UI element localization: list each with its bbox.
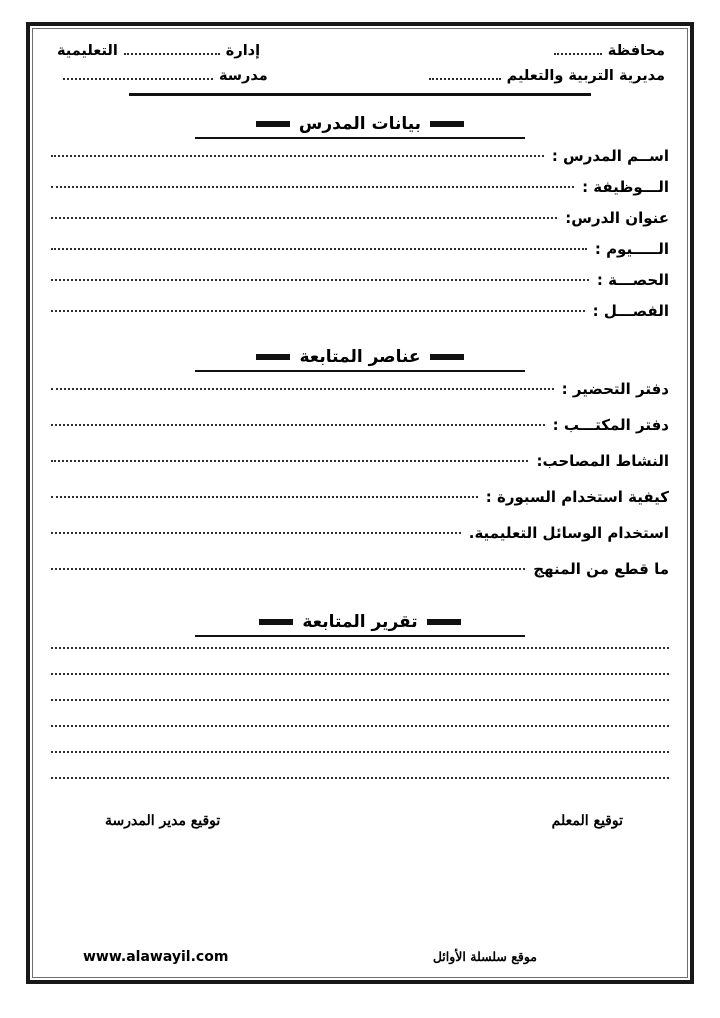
dash-right-icon [259, 619, 293, 625]
field-row-class [51, 302, 669, 329]
field-label-day: الـــــيوم : [594, 240, 669, 258]
field-label-class: الفصـــل : [592, 302, 669, 320]
field-row-day [51, 240, 669, 267]
section-title-text: تقرير المتابعة [302, 612, 418, 632]
field-blank-office-notebook[interactable] [51, 424, 545, 426]
dash-left-icon [430, 121, 464, 127]
section-header-followup-report [51, 610, 669, 637]
footer-site-name: موقع سلسلة الأوائل [432, 949, 537, 964]
report-line[interactable] [51, 673, 669, 675]
field-label-accompanying-activity: النشاط المصاحب: [536, 452, 669, 470]
field-blank-accompanying-activity[interactable] [51, 460, 528, 462]
teacher-data-fields [51, 147, 669, 329]
field-label-teacher-name: اســم المدرس : [551, 147, 669, 165]
governorate-field [548, 43, 669, 59]
dash-left-icon [430, 354, 464, 360]
dash-left-icon [427, 619, 461, 625]
field-label-lesson-title: عنوان الدرس: [565, 209, 669, 227]
field-blank-curriculum-covered[interactable] [51, 568, 525, 570]
section-divider-teacher-data [195, 137, 525, 139]
field-row-lesson-title [51, 209, 669, 236]
report-blank-lines [51, 647, 669, 779]
form-inner-frame [32, 28, 688, 978]
field-label-period: الحصـــة : [596, 271, 669, 289]
report-line[interactable] [51, 777, 669, 779]
governorate-label: محافظة [607, 43, 665, 59]
field-blank-teaching-aids[interactable] [51, 532, 461, 534]
section-title-followup-elements [256, 347, 463, 367]
signature-area [51, 813, 669, 829]
section-title-followup-report [259, 612, 460, 632]
school-blank[interactable] [63, 78, 213, 80]
directorate-label: مديرية التربية والتعليم [506, 68, 665, 84]
field-row-period [51, 271, 669, 298]
report-line[interactable] [51, 751, 669, 753]
section-header-teacher-data [51, 112, 669, 139]
administration-label: إدارة [225, 43, 261, 59]
field-blank-preparation-notebook[interactable] [51, 388, 554, 390]
field-label-curriculum-covered: ما قطع من المنهج [533, 560, 669, 578]
dash-right-icon [256, 121, 290, 127]
field-blank-blackboard-usage[interactable] [51, 496, 478, 498]
header-row-1 [51, 43, 669, 59]
administration-blank[interactable] [124, 53, 220, 55]
field-row-curriculum-covered [51, 560, 669, 594]
field-row-office-notebook [51, 416, 669, 450]
report-line[interactable] [51, 647, 669, 649]
section-title-teacher-data [256, 114, 464, 134]
field-label-blackboard-usage: كيفية استخدام السبورة : [485, 488, 669, 506]
form-outer-frame [26, 22, 694, 984]
field-label-teaching-aids: استخدام الوسائل التعليمية. [468, 524, 669, 542]
governorate-blank[interactable] [554, 53, 602, 55]
administration-suffix-label: التعليمية [57, 43, 118, 59]
field-blank-class[interactable] [51, 310, 585, 312]
dash-right-icon [256, 354, 290, 360]
field-label-preparation-notebook: دفتر التحضير : [561, 380, 669, 398]
field-row-accompanying-activity [51, 452, 669, 486]
field-row-teaching-aids [51, 524, 669, 558]
footer-url[interactable]: www.alawayil.com [83, 949, 229, 965]
school-field [51, 68, 268, 84]
section-divider-followup-elements [195, 370, 525, 372]
signature-principal-label: توقيع مدير المدرسة [105, 813, 221, 829]
field-blank-day[interactable] [51, 248, 587, 250]
report-line[interactable] [51, 699, 669, 701]
header-row-2 [51, 68, 669, 84]
school-label: مدرسة [219, 68, 268, 84]
section-title-text: بيانات المدرس [298, 114, 422, 134]
followup-elements-fields [51, 380, 669, 594]
page-footer [51, 949, 669, 965]
field-row-teacher-name [51, 147, 669, 174]
directorate-blank[interactable] [429, 78, 501, 80]
section-header-followup-elements [51, 345, 669, 372]
field-row-preparation-notebook [51, 380, 669, 414]
signature-teacher-label: توقيع المعلم [551, 813, 623, 829]
field-label-job-title: الـــوظيفة : [582, 178, 669, 196]
field-row-blackboard-usage [51, 488, 669, 522]
section-divider-followup-report [195, 635, 525, 637]
field-blank-teacher-name[interactable] [51, 155, 544, 157]
field-blank-lesson-title[interactable] [51, 217, 557, 219]
field-blank-job-title[interactable] [51, 186, 574, 188]
administration-field [51, 43, 260, 59]
report-line[interactable] [51, 725, 669, 727]
header-divider [129, 93, 591, 96]
field-label-office-notebook: دفتر المكتـــب : [552, 416, 669, 434]
directorate-field [423, 68, 669, 84]
form-header [51, 43, 669, 96]
field-row-job-title [51, 178, 669, 205]
section-title-text: عناصر المتابعة [299, 347, 421, 367]
field-blank-period[interactable] [51, 279, 589, 281]
